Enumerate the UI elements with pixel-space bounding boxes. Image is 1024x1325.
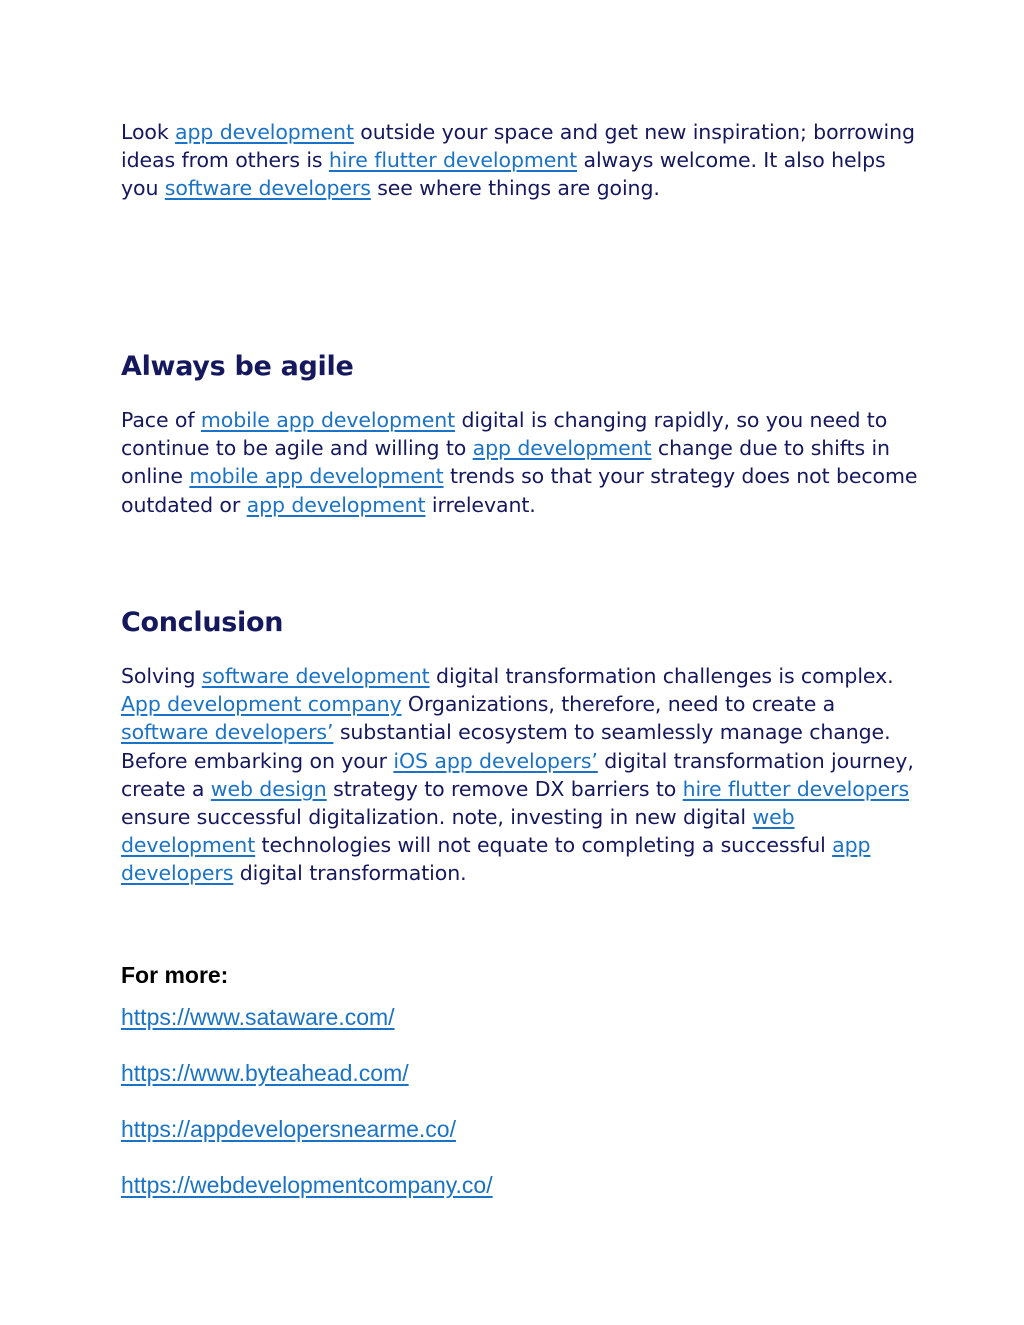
conclusion-link-software-developers[interactable]: software developers’ — [121, 720, 334, 745]
conclusion-text-5: digital transformation journey, create a — [121, 748, 914, 801]
conclusion-link-web-design[interactable]: web design — [210, 776, 327, 801]
section-heading-conclusion: Conclusion — [121, 607, 284, 638]
list-item — [121, 1002, 493, 1058]
conclusion-paragraph — [121, 662, 921, 888]
link-appdevelopersnearme[interactable]: https://appdevelopersnearme.co/ — [121, 1116, 456, 1142]
intro-link-app-development[interactable]: app development — [175, 120, 354, 144]
conclusion-text-8: technologies will not equate to completing a successful — [255, 833, 833, 858]
conclusion-text-4: substantial ecosystem to seamlessly manage change. Before embarking on your — [121, 720, 891, 773]
conclusion-link-app-developers[interactable]: app developers — [121, 833, 871, 886]
list-item — [121, 1058, 493, 1114]
agile-text-5: irrelevant. — [425, 492, 536, 517]
list-item — [121, 1170, 493, 1226]
agile-link-app-development-2[interactable]: app development — [246, 492, 426, 517]
intro-text-2: outside your space and get new inspiration; borrowing ideas from others is — [121, 120, 915, 173]
conclusion-link-app-development-company[interactable]: App development company — [121, 692, 402, 717]
intro-link-software-developers[interactable]: software developers — [164, 176, 371, 201]
for-more-heading: For more: — [121, 962, 229, 988]
agile-text-4: trends so that your strategy does not become outdated or — [121, 464, 918, 517]
intro-paragraph — [121, 118, 921, 203]
agile-paragraph — [121, 406, 921, 519]
list-item — [121, 1114, 493, 1170]
conclusion-link-software-development[interactable]: software development — [201, 664, 430, 688]
link-sataware[interactable]: https://www.sataware.com/ — [121, 1004, 395, 1030]
agile-text-1: Pace of — [121, 408, 201, 432]
for-more-link-list — [121, 1002, 493, 1226]
conclusion-text-6: strategy to remove DX barriers to — [326, 776, 683, 801]
agile-link-mobile-app-development[interactable]: mobile app development — [200, 408, 456, 432]
conclusion-link-web-development[interactable]: web development — [121, 805, 795, 858]
intro-text-3: always welcome. It also helps you — [121, 148, 886, 201]
conclusion-text-3: Organizations, therefore, need to create a — [401, 692, 836, 717]
conclusion-link-hire-flutter-developers[interactable]: hire flutter developers — [682, 776, 910, 801]
conclusion-text-7: ensure successful digitalization. note, investing in new digital — [121, 805, 753, 830]
intro-link-hire-flutter-development[interactable]: hire flutter development — [328, 148, 578, 173]
agile-text-3: change due to shifts in online — [121, 436, 890, 489]
agile-link-app-development[interactable]: app development — [472, 436, 652, 461]
agile-link-mobile-app-development-2[interactable]: mobile app development — [189, 464, 444, 489]
link-webdevelopmentcompany[interactable]: https://webdevelopmentcompany.co/ — [121, 1172, 493, 1198]
link-byteahead[interactable]: https://www.byteahead.com/ — [121, 1060, 409, 1086]
conclusion-text-9: digital transformation. — [233, 861, 467, 886]
intro-text-1: Look — [121, 120, 176, 144]
agile-text-2: digital is changing rapidly, so you need to continue to be agile and willing to — [121, 408, 888, 461]
conclusion-text-2: digital transformation challenges is complex. — [429, 664, 894, 688]
conclusion-text-1: Solving — [121, 664, 202, 688]
intro-text-4: see where things are going. — [370, 176, 660, 201]
section-heading-always-be-agile: Always be agile — [121, 351, 354, 382]
conclusion-link-ios-app-developers[interactable]: iOS app developers’ — [393, 748, 598, 773]
